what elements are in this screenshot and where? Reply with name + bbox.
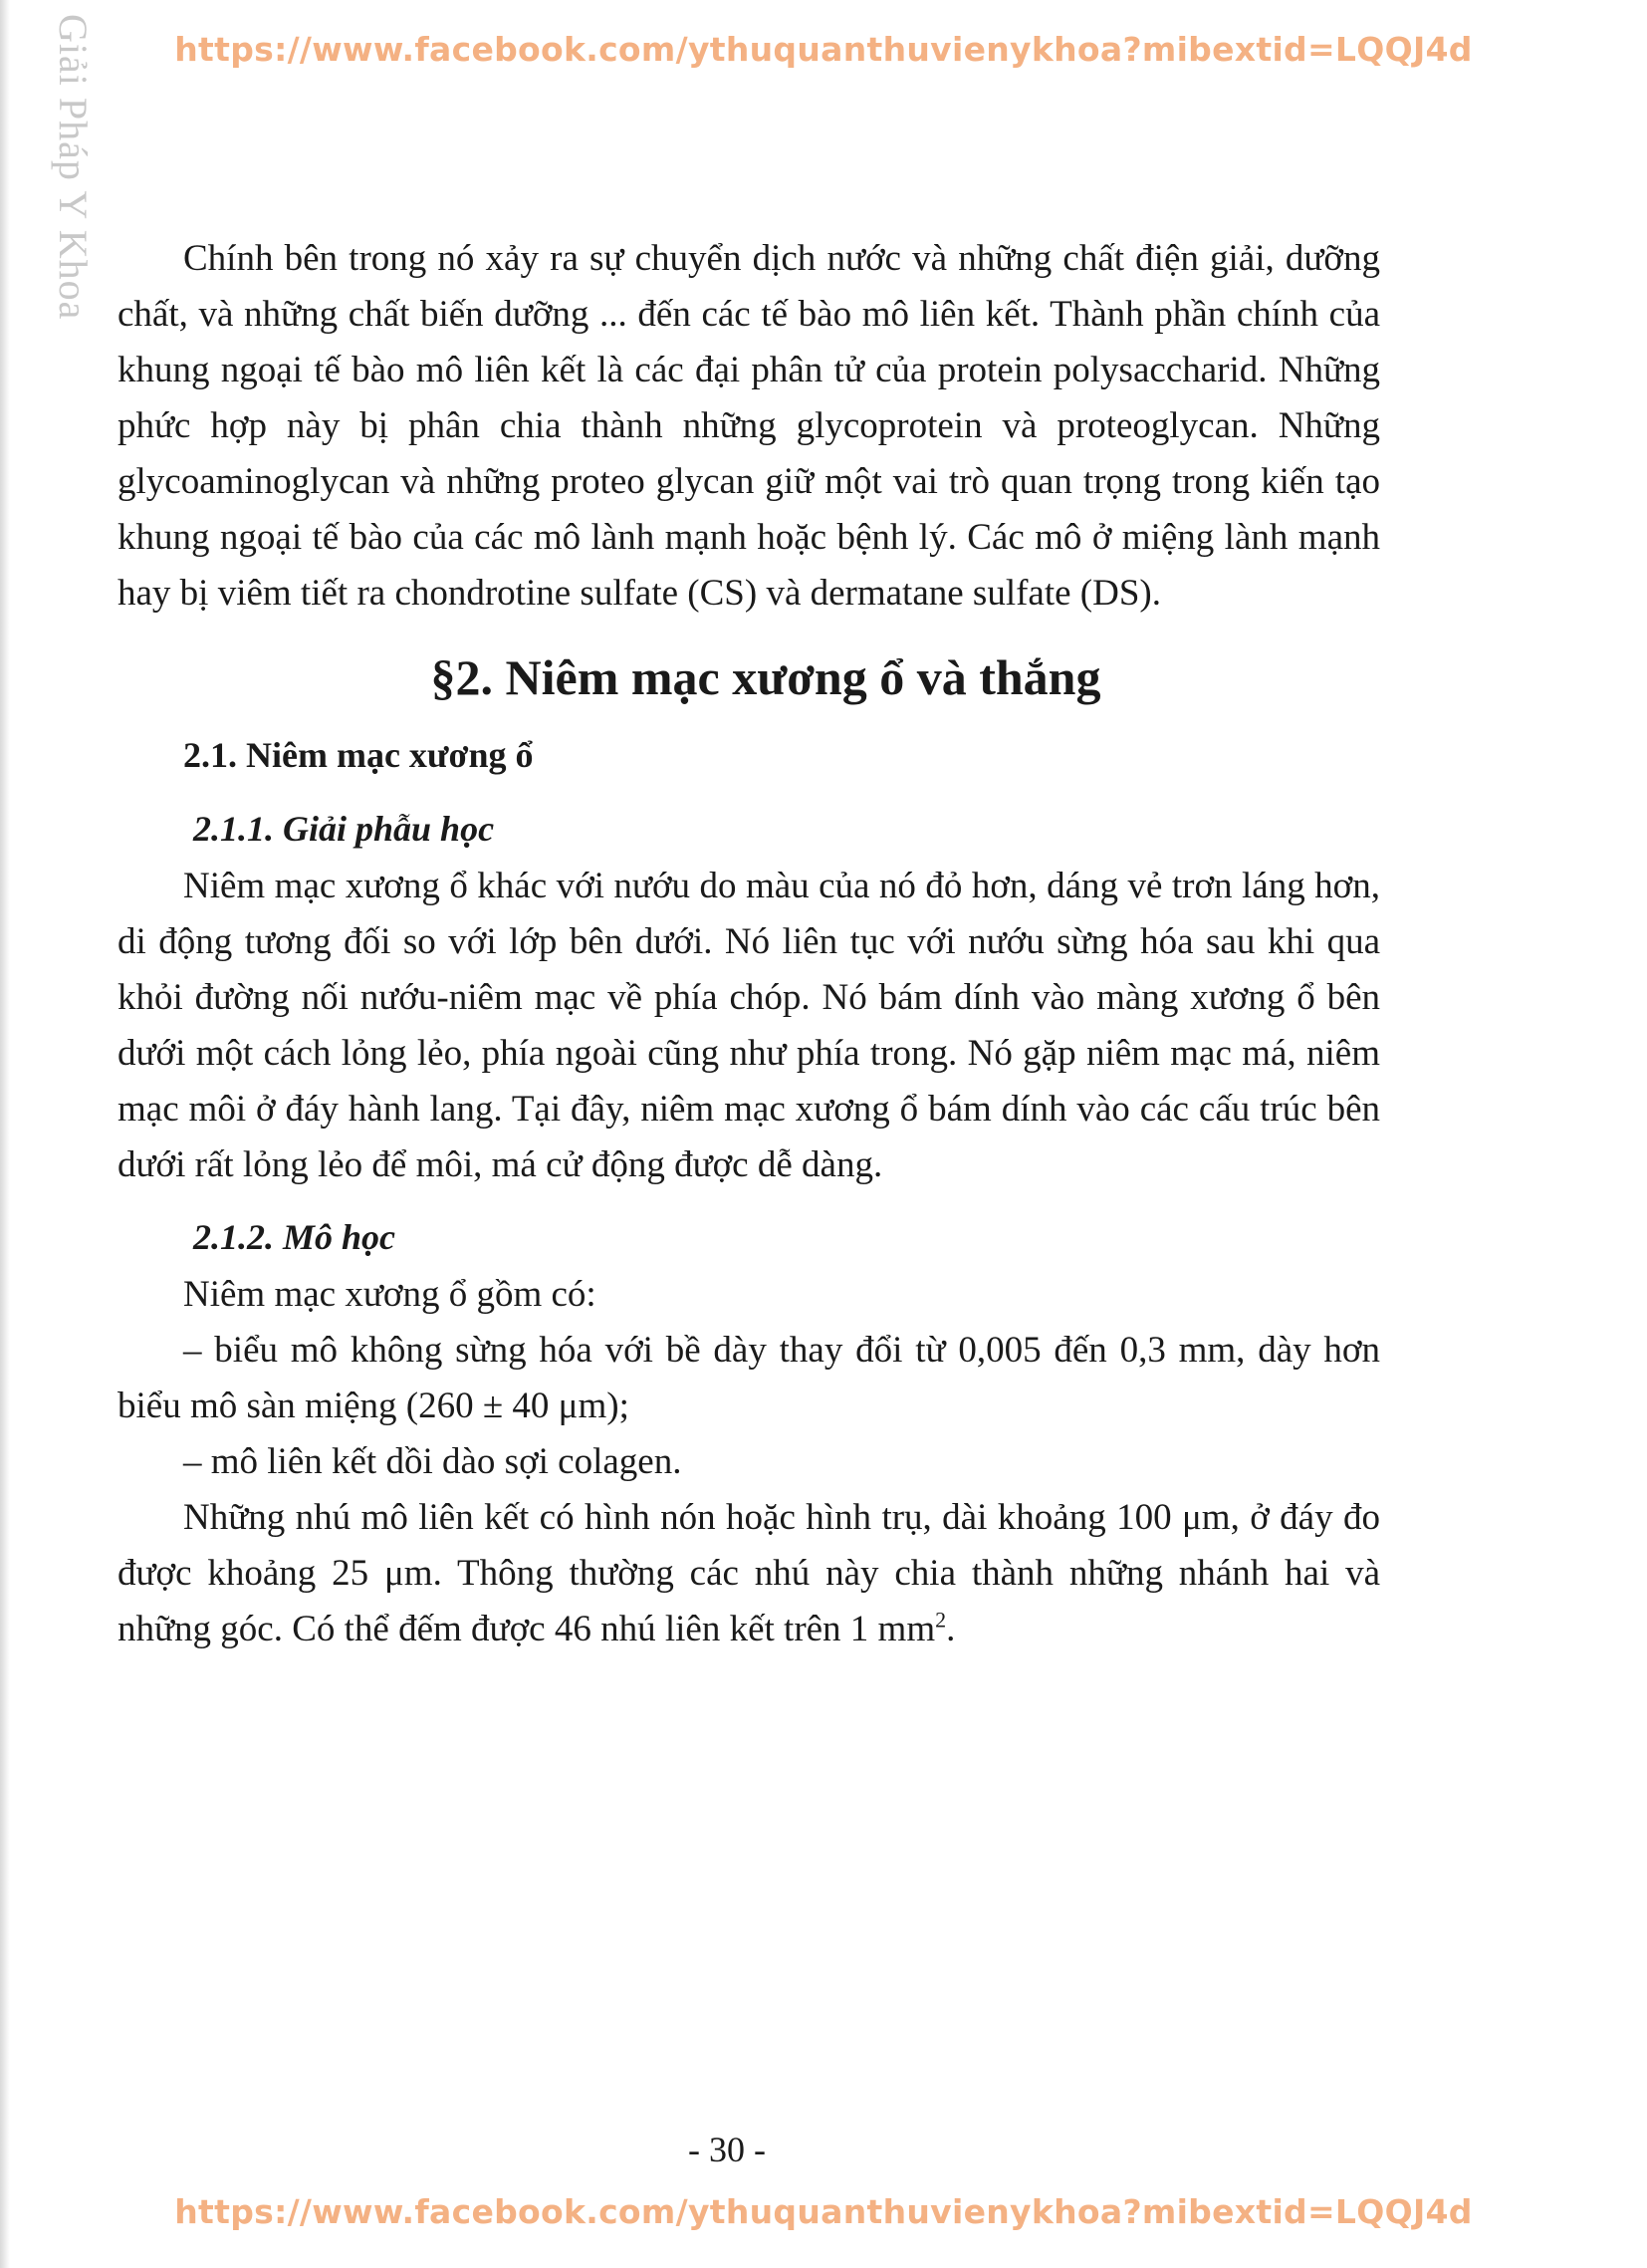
header-watermark-link[interactable]: https://www.facebook.com/ythuquanthuvienykhoa?mibextid=LQQJ4d — [174, 30, 1473, 69]
histology-list-item: – biểu mô không sừng hóa với bề dày thay đổi từ 0,005 đến 0,3 mm, dày hơn biểu mô sàn miệng (260 ± 40 μm); — [118, 1330, 1380, 1426]
page-content — [118, 231, 1380, 1657]
subsection-title: 2.1. Niêm mạc xương ổ — [183, 735, 534, 775]
side-watermark: Giải Pháp Y Khoa — [51, 14, 96, 321]
histology-list-item: – mô liên kết dồi dào sợi colagen. — [183, 1441, 682, 1482]
page-left-edge-shadow — [0, 0, 10, 2268]
footer-watermark-link[interactable]: https://www.facebook.com/ythuquanthuvienykhoa?mibextid=LQQJ4d — [174, 2192, 1473, 2231]
anatomy-heading: 2.1.1. Giải phẫu học — [193, 809, 495, 849]
histology-intro: Niêm mạc xương ổ gồm có: — [183, 1274, 596, 1315]
page-number: - 30 - — [688, 2130, 766, 2169]
histology-heading: 2.1.2. Mô học — [193, 1217, 396, 1257]
anatomy-paragraph: Niêm mạc xương ổ khác với nướu do màu của nó đỏ hơn, dáng vẻ trơn láng hơn, di động tương đối so với lớp bên dưới. Nó liên tục với nướu sừng hóa sau khi qua khỏi đường nối nướu-niêm mạc về phía chóp. Nó bám dính vào màng xương ổ bên dưới một cách lỏng lẻo, phía ngoài cũng như phía trong. Nó gặp niêm mạc má, niêm mạc môi ở đáy hành lang. Tại đây, niêm mạc xương ổ bám dính vào các cấu trúc bên dưới rất lỏng lẻo để môi, má cử động được dễ dàng. — [118, 866, 1380, 1185]
papillae-text: Những nhú mô liên kết có hình nón hoặc hình trụ, dài khoảng 100 μm, ở đáy đo được khoảng 25 μm. Thông thường các nhú này chia thành những nhánh hai và những góc. Có thể đếm được 46 nhú liên kết trên 1 mm — [118, 1497, 1380, 1649]
papillae-period: . — [946, 1609, 956, 1649]
section-title: §2. Niêm mạc xương ổ và thắng — [430, 649, 1101, 705]
intro-paragraph: Chính bên trong nó xảy ra sự chuyển dịch nước và những chất điện giải, dưỡng chất, và những chất biến dưỡng ... đến các tế bào mô liên kết. Thành phần chính của khung ngoại tế bào mô liên kết là các đại phân tử của protein polysaccharid. Những phức hợp này bị phân chia thành những glycoprotein và proteoglycan. Những glycoaminoglycan và những proteo glycan giữ một vai trò quan trọng trong kiến tạo khung ngoại tế bào của các mô lành mạnh hoặc bệnh lý. Các mô ở miệng lành mạnh hay bị viêm tiết ra chondrotine sulfate (CS) và dermatane sulfate (DS). — [118, 238, 1380, 614]
papillae-paragraph — [118, 1490, 1380, 1657]
superscript-exponent: 2 — [935, 1607, 947, 1633]
